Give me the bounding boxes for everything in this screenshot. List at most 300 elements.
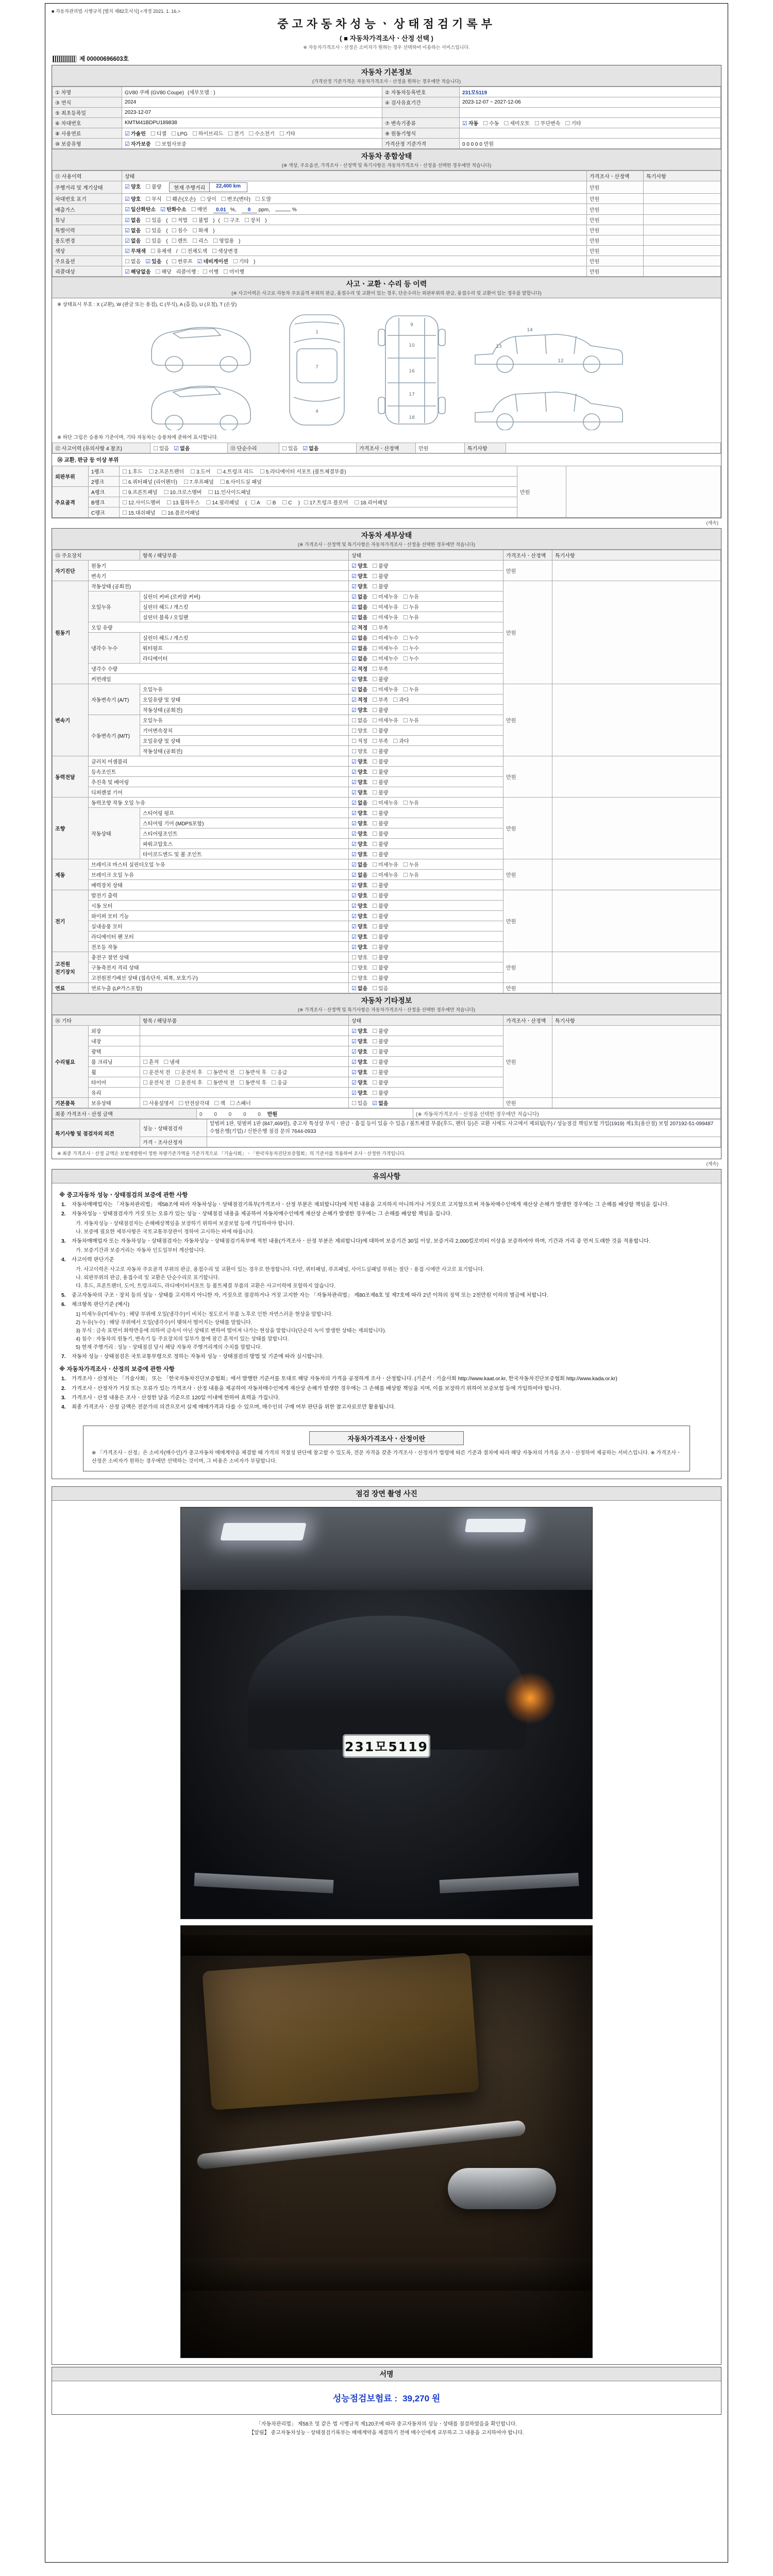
check-item-label: 외장 <box>89 1026 140 1036</box>
checkbox-unchecked[interactable]: ☐ 잭 <box>214 1100 225 1107</box>
checkbox-unchecked[interactable]: ☐ 미세누수 <box>372 635 398 641</box>
checkbox-checked[interactable]: ☑ 네비게이션 <box>197 259 228 265</box>
checkbox-icon: ☑ <box>351 1049 357 1055</box>
price-estimate-cell: 만원 <box>587 215 644 225</box>
checkbox-unchecked[interactable]: ☐ 9.프론트패널 <box>122 489 158 496</box>
remark-cell <box>644 194 721 204</box>
checkbox-icon: ☐ <box>178 1100 184 1107</box>
checkbox-checked[interactable]: ☑ 양호 <box>351 759 368 765</box>
checkbox-unchecked[interactable]: ☐ 부족 <box>372 738 389 744</box>
panel-rank-label: 2랭크 <box>89 477 120 487</box>
checkbox-unchecked[interactable]: ☐ 있음 <box>153 446 170 452</box>
checkbox-unchecked[interactable]: ☐ 운전석 전 <box>143 1080 171 1086</box>
checkbox-unchecked[interactable]: ☐ 부족 <box>372 666 389 672</box>
checkbox-unchecked[interactable]: ☐ 있음 <box>145 228 162 234</box>
checkbox-unchecked[interactable]: ☐ 응급 <box>271 1070 288 1076</box>
field-label: 가격산정 기준가격 <box>382 139 460 149</box>
section-note-overall: (※ 색상, 주요옵션, 가격조사ㆍ산정액 및 특기사항은 자동차가격조사ㆍ산정을 선택한 경우에만 적습니다) <box>281 163 492 168</box>
checkbox-unchecked[interactable]: ☐ 침수 <box>171 228 188 234</box>
checkbox-icon: ☐ <box>181 248 187 255</box>
checkbox-checked[interactable]: ☑ 없음 <box>351 687 368 693</box>
checkbox-checked[interactable]: ☑ 양호 <box>351 1070 368 1076</box>
checkbox-unchecked[interactable]: ☐ 부식 <box>145 196 162 202</box>
checkbox-unchecked[interactable]: ☐ 색상변경 <box>212 248 238 255</box>
checkbox-unchecked[interactable]: ☐ 누유 <box>402 862 419 868</box>
field-label: ② 자동차등록번호 <box>382 87 460 97</box>
checkbox-unchecked[interactable]: ☐ 누유 <box>402 594 419 600</box>
checkbox-unchecked[interactable]: ☐ 불량 <box>372 563 389 569</box>
checkbox-checked[interactable]: ☑ 양호 <box>351 1090 368 1096</box>
checkbox-icon: ☐ <box>214 1100 220 1107</box>
checkbox-unchecked[interactable]: ☐ 누유 <box>402 872 419 878</box>
field-value <box>122 139 382 149</box>
checkbox-icon: ☐ <box>166 196 172 202</box>
garage-ceiling <box>181 1507 592 1590</box>
checkbox-unchecked[interactable]: ☐ 불량 <box>372 944 389 951</box>
notice-item-number: 6. <box>61 1302 66 1308</box>
checkbox-unchecked[interactable]: ☐ 누유 <box>402 604 419 611</box>
checkbox-unchecked[interactable]: ☐ 5.라디에이터 서포트 (볼트체결부품) <box>259 469 346 475</box>
checkbox-checked[interactable]: ☑ 적정 <box>351 625 368 631</box>
checkbox-unchecked[interactable]: ☐ 운전석 후 <box>175 1080 203 1086</box>
checkbox-unchecked[interactable]: ☐ 누유 <box>402 687 419 693</box>
checkbox-unchecked[interactable]: ☐ 안전삼각대 <box>178 1100 210 1107</box>
check-item-label: 타이로드엔드 및 볼 조인트 <box>140 849 349 859</box>
checkbox-unchecked[interactable]: ☐ 양호 <box>351 728 368 734</box>
status-options <box>349 674 503 684</box>
checkbox-unchecked[interactable]: ☐ 누유 <box>402 800 419 806</box>
checkbox-checked[interactable]: ☑ 없음 <box>351 986 368 992</box>
checkbox-unchecked[interactable]: ☐ 이행 <box>202 269 219 275</box>
checkbox-unchecked[interactable]: ☐ 냄새 <box>163 1059 180 1065</box>
final-price-label: 최종 가격조사ㆍ산정 금액 <box>53 1109 197 1119</box>
checkbox-unchecked[interactable]: ☐ 불량 <box>372 769 389 775</box>
checkbox-unchecked[interactable]: ☐ 전기 <box>228 131 244 137</box>
checkbox-checked[interactable]: ☑ 양호 <box>351 573 368 580</box>
checkbox-unchecked[interactable]: ☐ 불량 <box>372 1059 389 1065</box>
field-label: ⑥ 차대번호 <box>53 118 122 128</box>
checkbox-unchecked[interactable]: ☐ 동반석 후 <box>239 1080 267 1086</box>
checkbox-unchecked[interactable]: ☐ 수동 <box>483 121 499 127</box>
checkbox-unchecked[interactable]: ☐ 무단변속 <box>534 121 561 127</box>
checkbox-icon: ☐ <box>207 1070 212 1076</box>
checkbox-checked[interactable]: ☑ 양호 <box>351 1059 368 1065</box>
checkbox-checked[interactable]: ☑ 양호 <box>351 769 368 775</box>
document-number-row <box>53 55 721 63</box>
checkbox-unchecked[interactable]: ☐ 기타 <box>565 121 581 127</box>
checkbox-unchecked[interactable]: ☐ 불량 <box>372 975 389 981</box>
checkbox-unchecked[interactable]: ☐ 매연 <box>191 207 207 213</box>
checkbox-unchecked[interactable]: ☐ 불량 <box>372 790 389 796</box>
checkbox-unchecked[interactable]: ☐ 운전석 전 <box>143 1070 171 1076</box>
checkbox-checked[interactable]: ☑ 양호 <box>351 1028 368 1035</box>
checkbox-unchecked[interactable]: ☐ 불량 <box>372 1028 389 1035</box>
checkbox-unchecked[interactable]: ☐ 적정 <box>351 738 368 744</box>
checkbox-unchecked[interactable]: ☐ 불량 <box>372 759 389 765</box>
checkbox-unchecked[interactable]: ☐ 도말 <box>255 196 272 202</box>
checkbox-unchecked[interactable]: ☐ 기타 <box>232 259 249 265</box>
checkbox-unchecked[interactable]: ☐ 불량 <box>372 903 389 909</box>
car-diagrams <box>52 308 721 433</box>
checkbox-checked[interactable]: ☑ 없음 <box>351 615 368 621</box>
price-estimate-cell: 만원 <box>587 194 644 204</box>
checkbox-unchecked[interactable]: ☐ 불량 <box>372 573 389 580</box>
checkbox-checked[interactable]: ☑ 자가보증 <box>125 141 151 147</box>
checkbox-unchecked[interactable]: ☐ 불량 <box>372 1039 389 1045</box>
checkbox-checked[interactable]: ☑ 양호 <box>351 893 368 899</box>
notice-item-text: 가격조사ㆍ산정자가 거짓 또는 오류가 있는 가격조사ㆍ산정 내용을 제공하여 자동차매수인에게 재산상 손해가 발생한 경우에는 그 손해를 배상할 책임을 지며, 이를 보장하기 위하여 보증보험 등에 가입하여야 합니다. <box>72 1385 561 1392</box>
page-subtitle: ( ■ 자동차가격조사ㆍ산정 선택 ) <box>340 35 433 42</box>
checkbox-checked[interactable]: ☑ 없음 <box>125 217 141 224</box>
checkbox-unchecked[interactable]: ☐ 불법 <box>192 217 209 224</box>
checkbox-checked[interactable]: ☑ 양호 <box>351 563 368 569</box>
checkbox-unchecked[interactable]: ☐ A <box>250 500 260 506</box>
field-label: ⑤ 최초등록일 <box>53 108 122 118</box>
checkbox-unchecked[interactable]: ☐ 불량 <box>372 728 389 734</box>
static-text: %, <box>230 207 237 213</box>
status-options <box>349 787 503 798</box>
check-item-label: 커먼레일 <box>89 674 349 684</box>
checkbox-unchecked[interactable]: ☐ 미세누유 <box>372 800 398 806</box>
section-title-etc: 자동차 기타정보 <box>361 996 412 1005</box>
check-item-label: 실린더 블록 / 오일팬 <box>140 612 349 622</box>
checkbox-unchecked[interactable]: ☐ 있음 <box>145 238 162 244</box>
checkbox-unchecked[interactable]: ☐ 과다 <box>393 697 409 703</box>
checkbox-checked[interactable]: ☑ 양호 <box>351 852 368 858</box>
checkbox-unchecked[interactable]: ☐ 미세누유 <box>372 872 398 878</box>
checkbox-checked[interactable]: ☑ 양호 <box>351 707 368 714</box>
checkbox-checked[interactable]: ☑ 적정 <box>351 666 368 672</box>
checkbox-unchecked[interactable]: ☐ 구조 <box>223 217 240 224</box>
checkbox-checked[interactable]: ☑ 양호 <box>351 841 368 848</box>
checkbox-unchecked[interactable]: ☐ 14.필러패널 <box>206 500 239 506</box>
checkbox-checked[interactable]: ☑ 없음 <box>372 1100 389 1107</box>
checkbox-icon: ☑ <box>351 1070 357 1076</box>
section-header-notice <box>52 1170 721 1183</box>
checkbox-checked[interactable]: ☑ 없음 <box>351 594 368 600</box>
system-group-label: 제동 <box>53 859 89 890</box>
checkbox-icon: ☐ <box>372 924 378 930</box>
checkbox-unchecked[interactable]: ☐ 3.도어 <box>190 469 211 475</box>
checkbox-icon: ☐ <box>372 883 378 889</box>
checkbox-checked[interactable]: ☑ 없음 <box>351 646 368 652</box>
checkbox-checked[interactable]: ☑ 자동 <box>462 121 479 127</box>
checkbox-unchecked[interactable]: ☐ 17.트렁크 플로어 <box>303 500 348 506</box>
checkbox-icon: ☑ <box>351 707 357 714</box>
checkbox-unchecked[interactable]: ☐ 불량 <box>372 924 389 930</box>
checkbox-unchecked[interactable]: ☐ 유채색 <box>150 248 172 255</box>
checkbox-unchecked[interactable]: ☐ LPG <box>171 131 188 137</box>
checkbox-icon: ☐ <box>143 1070 148 1076</box>
checkbox-checked[interactable]: ☑ 없음 <box>351 862 368 868</box>
checkbox-icon: ☐ <box>206 500 211 506</box>
checkbox-unchecked[interactable]: ☐ 불량 <box>372 852 389 858</box>
checkbox-unchecked[interactable]: ☐ 장치 <box>244 217 261 224</box>
checkbox-icon: ☐ <box>192 238 197 244</box>
checkbox-unchecked[interactable]: ☐ 6.쿼터패널 (리어펜더) <box>122 479 177 485</box>
checkbox-checked[interactable]: ☑ 없음 <box>351 604 368 611</box>
checkbox-unchecked[interactable]: ☐ 해당 <box>155 269 172 275</box>
condition-status <box>122 246 587 256</box>
checkbox-checked[interactable]: ☑ 양호 <box>351 1049 368 1055</box>
checkbox-unchecked[interactable]: ☐ 수소전기 <box>248 131 275 137</box>
checkbox-checked[interactable]: ☑ 가솔린 <box>125 131 146 137</box>
checkbox-checked[interactable]: ☑ 양호 <box>351 676 368 683</box>
check-item-label: 작동상태 (공회전) <box>140 705 349 715</box>
checkbox-checked[interactable]: ☑ 양호 <box>351 790 368 796</box>
checkbox-unchecked[interactable]: ☐ 미세누수 <box>372 646 398 652</box>
status-options <box>349 901 503 911</box>
checkbox-unchecked[interactable]: ☐ 양호 <box>351 749 368 755</box>
checkbox-unchecked[interactable]: ☐ 누수 <box>402 656 419 662</box>
checkbox-unchecked[interactable]: ☐ 화재 <box>192 228 209 234</box>
checkbox-checked[interactable]: ☑ 없음 <box>351 635 368 641</box>
checkbox-icon: ☐ <box>279 131 284 137</box>
checkbox-unchecked[interactable]: ☐ 8.사이드실 패널 <box>220 479 262 485</box>
panel-rank-label: C랭크 <box>89 507 120 518</box>
checkbox-unchecked[interactable]: ☐ 사용설명서 <box>143 1100 174 1107</box>
checkbox-unchecked[interactable]: ☐ 13.휠하우스 <box>166 500 200 506</box>
checkbox-checked[interactable]: ☑ 탄화수소 <box>160 207 187 213</box>
checkbox-unchecked[interactable]: ☐ 변조(변타) <box>221 196 250 202</box>
panel-part-options <box>120 487 517 497</box>
checkbox-checked[interactable]: ☑ 양호 <box>351 831 368 837</box>
status-options <box>349 746 503 756</box>
checkbox-checked[interactable]: ☑ 없음 <box>174 446 190 452</box>
checkbox-unchecked[interactable]: ☐ 동반석 전 <box>207 1070 234 1076</box>
checkbox-unchecked[interactable]: ☐ C <box>282 500 292 506</box>
checkbox-unchecked[interactable]: ☐ 불량 <box>372 810 389 817</box>
checkbox-icon: ☐ <box>213 238 219 244</box>
checkbox-checked[interactable]: ☑ 없음 <box>125 238 141 244</box>
checkbox-checked[interactable]: ☑ 양호 <box>125 196 141 202</box>
checkbox-unchecked[interactable]: ☐ 응급 <box>271 1080 288 1086</box>
condition-item-label: 용도변경 <box>53 235 122 246</box>
checkbox-unchecked[interactable]: ☐ 불량 <box>372 965 389 971</box>
checkbox-icon: ☐ <box>171 238 177 244</box>
checkbox-unchecked[interactable]: ☐ 누유 <box>402 718 419 724</box>
checkbox-unchecked[interactable]: ☐ 불량 <box>372 821 389 827</box>
checkbox-unchecked[interactable]: ☐ 상이 <box>200 196 216 202</box>
checkbox-unchecked[interactable]: ☐ 누유 <box>402 615 419 621</box>
checkbox-unchecked[interactable]: ☐ 불량 <box>372 955 389 961</box>
checkbox-unchecked[interactable]: ☐ 불량 <box>372 584 389 590</box>
pricing-info-box <box>83 1426 690 1471</box>
checkbox-unchecked[interactable]: ☐ 부족 <box>372 625 389 631</box>
checkbox-checked[interactable]: ☑ 양호 <box>351 913 368 920</box>
checkbox-unchecked[interactable]: ☐ B <box>266 500 276 506</box>
checkbox-icon: ☐ <box>171 131 176 137</box>
checkbox-unchecked[interactable]: ☐ 보험사보증 <box>155 141 187 147</box>
checkbox-unchecked[interactable]: ☐ 불량 <box>372 1070 389 1076</box>
checkbox-unchecked[interactable]: ☐ 불량 <box>372 1049 389 1055</box>
checkbox-unchecked[interactable]: ☐ 흔적 <box>143 1059 159 1065</box>
final-price-digits: 0 0 0 0 0 <box>199 1112 266 1117</box>
checkbox-unchecked[interactable]: ☐ 불량 <box>372 831 389 837</box>
checkbox-unchecked[interactable]: ☐ 미세누유 <box>372 594 398 600</box>
remark-cell <box>552 1098 721 1108</box>
checkbox-unchecked[interactable]: ☐ 미세누유 <box>372 604 398 611</box>
static-text: ( <box>166 218 168 224</box>
status-options <box>349 921 503 931</box>
checkbox-unchecked[interactable]: ☐ 12.사이드멤버 <box>122 500 161 506</box>
checkbox-checked[interactable]: ☑ 없음 <box>351 872 368 878</box>
checkbox-unchecked[interactable]: ☐ 불량 <box>372 841 389 848</box>
checkbox-unchecked[interactable]: ☐ 15.대쉬패널 <box>122 510 156 516</box>
checkbox-checked[interactable]: ☑ 양호 <box>125 184 141 191</box>
notice-item-text: 자동차매매업자는 「자동차관리법」 제58조에 따라 자동차성능ㆍ상태점검기록부(가격조사ㆍ산정 부분은 제외합니다)에 적힌 내용을 고지하지 아니하거나 거짓으로 고지함으로써 자동차매수인에게 재산상 손해가 발생한 경우에는 그 손해를 배상할 책임을 집니다. <box>72 1202 669 1208</box>
checkbox-checked[interactable]: ☑ 양호 <box>351 883 368 889</box>
notice-item-number: 2. <box>61 1385 66 1392</box>
checkbox-unchecked[interactable]: ☐ 불량 <box>372 893 389 899</box>
section-title-photos: 점검 장면 촬영 사진 <box>356 1489 417 1498</box>
checkbox-unchecked[interactable]: ☐ 부족 <box>372 697 389 703</box>
checkbox-unchecked[interactable]: ☐ 불량 <box>372 883 389 889</box>
checkbox-unchecked[interactable]: ☐ 4.트렁크 리드 <box>216 469 254 475</box>
checkbox-unchecked[interactable]: ☐ 1.후드 <box>122 469 143 475</box>
checkbox-icon: ☑ <box>351 821 357 827</box>
status-options <box>349 839 503 849</box>
checkbox-checked[interactable]: ☑ 양호 <box>351 821 368 827</box>
checkbox-unchecked[interactable]: ☐ 있음 <box>372 986 389 992</box>
checkbox-checked[interactable]: ☑ 없음 <box>303 446 319 452</box>
notice-item-text: 최종 가격조사ㆍ산정 금액은 전문가의 의견으로서 실제 매매가격과 다를 수 있으며, 매수인의 구매 여부 판단을 위한 참고자료로만 활용됩니다. <box>72 1404 396 1411</box>
checkbox-icon: ☐ <box>372 1080 378 1086</box>
diagram-part-number: 7 <box>315 365 318 370</box>
checkbox-unchecked[interactable]: ☐ 11.인사이드패널 <box>208 489 251 496</box>
checkbox-unchecked[interactable]: ☐ 미세누유 <box>372 718 398 724</box>
checkbox-unchecked[interactable]: ☐ 불량 <box>372 779 389 786</box>
checkbox-unchecked[interactable]: ☐ 누수 <box>402 635 419 641</box>
remark-cell <box>644 225 721 235</box>
checkbox-icon: ☐ <box>372 944 378 951</box>
static-text: ) <box>298 500 300 506</box>
checkbox-unchecked[interactable]: ☐ 미세누유 <box>372 615 398 621</box>
checkbox-checked[interactable]: ☑ 양호 <box>351 810 368 817</box>
checkbox-unchecked[interactable]: ☐ 동반석 후 <box>239 1070 267 1076</box>
checkbox-checked[interactable]: ☑ 양호 <box>351 584 368 590</box>
checkbox-checked[interactable]: ☑ 없음 <box>125 228 141 234</box>
checkbox-unchecked[interactable]: ☐ 운전석 후 <box>175 1070 203 1076</box>
condition-status <box>122 194 587 204</box>
item-extra-options <box>140 1077 349 1088</box>
checkbox-checked[interactable]: ☑ 양호 <box>351 1039 368 1045</box>
checkbox-icon: ☐ <box>402 718 408 724</box>
checkbox-unchecked[interactable]: ☐ 18.리어패널 <box>354 500 388 506</box>
checkbox-checked[interactable]: ☑ 없음 <box>351 656 368 662</box>
checkbox-unchecked[interactable]: ☐ 있음 <box>145 217 162 224</box>
checkbox-unchecked[interactable]: ☐ 2.프론트펜더 <box>148 469 184 475</box>
checkbox-checked[interactable]: ☑ 해당없음 <box>125 269 151 275</box>
checkbox-icon: ☑ <box>197 259 203 265</box>
checkbox-unchecked[interactable]: ☐ 세미오토 <box>503 121 530 127</box>
checkbox-unchecked[interactable]: ☐ 과다 <box>393 738 409 744</box>
checkbox-unchecked[interactable]: ☐ 기타 <box>279 131 296 137</box>
checkbox-unchecked[interactable]: ☐ 있음 <box>351 1100 368 1107</box>
checkbox-unchecked[interactable]: ☐ 동반석 전 <box>207 1080 234 1086</box>
checkbox-unchecked[interactable]: ☐ 적법 <box>171 217 188 224</box>
checkbox-unchecked[interactable]: ☐ 디젤 <box>150 131 167 137</box>
section-title-detail: 자동차 세부상태 <box>361 531 412 539</box>
checkbox-unchecked[interactable]: ☐ 썬루프 <box>171 259 193 265</box>
checkbox-unchecked[interactable]: ☐ 없음 <box>125 259 141 265</box>
diagram-part-number: 1 <box>315 330 318 335</box>
subsystem-label: 수동변속기 (M/T) <box>89 715 140 756</box>
checkbox-checked[interactable]: ☑ 양호 <box>351 1080 368 1086</box>
section-note-detail: (※ 가격조사ㆍ산정액 및 특기사항은 자동차가격조사ㆍ산정을 선택한 경우에만 적습니다) <box>297 542 476 547</box>
checkbox-unchecked[interactable]: ☐ 렌트 <box>171 238 188 244</box>
checkbox-unchecked[interactable]: ☐ 하이브리드 <box>192 131 224 137</box>
checkbox-checked[interactable]: ☑ 무채색 <box>125 248 146 255</box>
checkbox-unchecked[interactable]: ☐ 16.플로어패널 <box>161 510 200 516</box>
checkbox-icon: ☐ <box>503 121 509 127</box>
checkbox-unchecked[interactable]: ☐ 불량 <box>145 184 162 191</box>
checkbox-unchecked[interactable]: ☐ 미세누수 <box>372 656 398 662</box>
checkbox-unchecked[interactable]: ☐ 전체도색 <box>181 248 208 255</box>
checkbox-unchecked[interactable]: ☐ 양호 <box>351 975 368 981</box>
checkbox-unchecked[interactable]: ☐ 누수 <box>402 646 419 652</box>
checkbox-icon: ☐ <box>163 1059 169 1065</box>
checkbox-checked[interactable]: ☑ 양호 <box>351 903 368 909</box>
checkbox-unchecked[interactable]: ☐ 없음 <box>351 718 368 724</box>
checkbox-unchecked[interactable]: ☐ 불량 <box>372 913 389 920</box>
checkbox-icon: ☐ <box>372 697 378 703</box>
checkbox-checked[interactable]: ☑ 일산화탄소 <box>125 207 156 213</box>
checkbox-unchecked[interactable]: ☐ 미세누유 <box>372 687 398 693</box>
checkbox-checked[interactable]: ☑ 있음 <box>145 259 162 265</box>
checkbox-checked[interactable]: ☑ 없음 <box>351 800 368 806</box>
check-item-label: 동력조향 작동 오일 누유 <box>89 798 349 808</box>
checkbox-icon: ☑ <box>125 269 130 275</box>
checkbox-checked[interactable]: ☑ 양호 <box>351 934 368 940</box>
checkbox-unchecked[interactable]: ☐ 불량 <box>372 676 389 683</box>
footer-line-2: 【알림】 중고자동차성능ㆍ상태점검기록부는 매매계약을 체결하기 전에 매수인에게 교부하고 그 내용을 고지하여야 합니다. <box>249 2430 524 2436</box>
checkbox-icon: ☐ <box>266 500 272 506</box>
condition-item-label: 특별이력 <box>53 225 122 235</box>
checkbox-checked[interactable]: ☑ 양호 <box>351 924 368 930</box>
checkbox-unchecked[interactable]: ☐ 미이행 <box>223 269 244 275</box>
status-options <box>349 931 503 942</box>
pricing-basis-note: ※ 최종 가격조사ㆍ산정 금액은 보험개발원이 정한 차량기준가액을 기준가격으로 「기술사회」ㆍ「한국자동차진단보증협회」의 기준서를 적용하여 조사ㆍ산정한 가격입니다. <box>52 1147 721 1159</box>
checkbox-unchecked[interactable]: ☐ 불량 <box>372 749 389 755</box>
simple-repair-label: ⑬ 단순수리 <box>228 443 279 453</box>
notice-item <box>61 1394 712 1402</box>
checkbox-checked[interactable]: ☑ 적정 <box>351 697 368 703</box>
checkbox-unchecked[interactable]: ☐ 양호 <box>351 955 368 961</box>
checkbox-unchecked[interactable]: ☐ 훼손(오손) <box>166 196 196 202</box>
checkbox-checked[interactable]: ☑ 양호 <box>351 779 368 786</box>
condition-status <box>122 235 587 246</box>
checkbox-icon: ☐ <box>171 217 177 224</box>
checkbox-unchecked[interactable]: ☐ 미세누유 <box>372 862 398 868</box>
checkbox-unchecked[interactable]: ☐ 7.루프패널 <box>183 479 214 485</box>
checkbox-unchecked[interactable]: ☐ 양호 <box>351 965 368 971</box>
checkbox-unchecked[interactable]: ☐ 있음 <box>282 446 298 452</box>
checkbox-icon: ☐ <box>372 841 378 848</box>
checkbox-unchecked[interactable]: ☐ 불량 <box>372 1090 389 1096</box>
column-header-remark: 특기사항 <box>552 1015 721 1026</box>
checkbox-unchecked[interactable]: ☐ 영업용 <box>213 238 234 244</box>
checkbox-unchecked[interactable]: ☐ 스패너 <box>229 1100 251 1107</box>
checkbox-unchecked[interactable]: ☐ 불량 <box>372 707 389 714</box>
accident-legend-note: ※ 하단 그림은 승용차 기준이며, 기타 자동차는 승용차에 준하여 표시합니다. <box>57 435 219 440</box>
checkbox-unchecked[interactable]: ☐ 리스 <box>192 238 209 244</box>
check-item-label: 변속기 <box>89 571 349 581</box>
checkbox-unchecked[interactable]: ☐ 10.크로스멤버 <box>163 489 202 496</box>
checkbox-unchecked[interactable]: ☐ 불량 <box>372 934 389 940</box>
checkbox-checked[interactable]: ☑ 양호 <box>351 944 368 951</box>
checkbox-unchecked[interactable]: ☐ 불량 <box>372 1080 389 1086</box>
